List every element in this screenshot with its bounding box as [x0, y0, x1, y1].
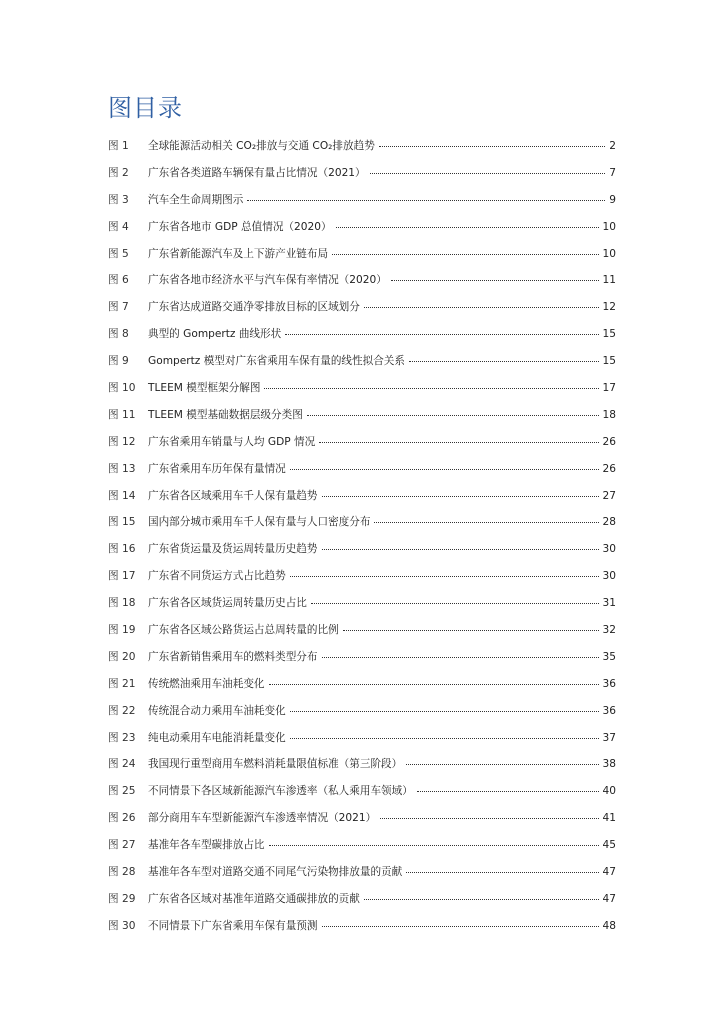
- figure-title: 广东省不同货运方式占比趋势: [148, 570, 286, 583]
- dot-leader: [409, 361, 599, 362]
- toc-entry[interactable]: [108, 649, 616, 676]
- page-number: 9: [609, 193, 616, 206]
- figure-number: 图 3: [108, 193, 129, 206]
- figure-title: TLEEM 模型基础数据层级分类图: [148, 408, 303, 421]
- figure-title: 汽车全生命周期图示: [148, 193, 244, 206]
- dot-leader: [406, 764, 598, 765]
- page-number: 7: [609, 166, 616, 179]
- figure-title: 典型的 Gompertz 曲线形状: [148, 328, 282, 341]
- page-number: 18: [602, 408, 616, 421]
- page-number: 38: [602, 758, 616, 771]
- toc-entry[interactable]: [108, 568, 616, 595]
- figure-number: 图 6: [108, 274, 129, 287]
- dot-leader: [322, 549, 599, 550]
- dot-leader: [322, 496, 599, 497]
- figure-number: 图 2: [108, 166, 129, 179]
- dot-leader: [247, 200, 605, 201]
- toc-entry[interactable]: [108, 891, 616, 918]
- figure-title: 不同情景下广东省乘用车保有量预测: [148, 919, 318, 932]
- figure-number: 图 4: [108, 220, 129, 233]
- figure-title: 基准年各车型对道路交通不同尾气污染物排放量的贡献: [148, 866, 403, 879]
- toc-entry[interactable]: [108, 703, 616, 730]
- figure-number: 图 25: [108, 785, 136, 798]
- toc-entry[interactable]: [108, 514, 616, 541]
- page-number: 36: [602, 704, 616, 717]
- toc-entry[interactable]: [108, 353, 616, 380]
- toc-entry[interactable]: [108, 756, 616, 783]
- figure-title: 纯电动乘用车电能消耗量变化: [148, 731, 286, 744]
- dot-leader: [370, 173, 606, 174]
- dot-leader: [391, 280, 599, 281]
- figure-title: 广东省各地市 GDP 总值情况（2020）: [148, 220, 332, 233]
- page-number: 15: [602, 328, 616, 341]
- dot-leader: [322, 926, 599, 927]
- dot-leader: [322, 657, 599, 658]
- figure-number: 图 16: [108, 543, 136, 556]
- figure-number: 图 23: [108, 731, 136, 744]
- dot-leader: [374, 522, 598, 523]
- toc-entry[interactable]: [108, 461, 616, 488]
- figure-title: 广东省各区域乘用车千人保有量趋势: [148, 489, 318, 502]
- toc-entry[interactable]: [108, 918, 616, 945]
- toc-entry[interactable]: [108, 138, 616, 165]
- page-number: 10: [602, 220, 616, 233]
- toc-entry[interactable]: [108, 192, 616, 219]
- dot-leader: [379, 146, 605, 147]
- dot-leader: [336, 227, 599, 228]
- dot-leader: [285, 334, 598, 335]
- figure-number: 图 21: [108, 677, 136, 690]
- page-number: 30: [602, 543, 616, 556]
- figure-title: 广东省各类道路车辆保有量占比情况（2021）: [148, 166, 366, 179]
- toc-entry[interactable]: [108, 595, 616, 622]
- dot-leader: [332, 254, 598, 255]
- figure-number: 图 19: [108, 624, 136, 637]
- figure-number: 图 20: [108, 650, 136, 663]
- figure-title: 广东省达成道路交通净零排放目标的区域划分: [148, 301, 360, 314]
- figure-number: 图 5: [108, 247, 129, 260]
- figure-number: 图 24: [108, 758, 136, 771]
- page-number: 15: [602, 355, 616, 368]
- figure-number: 图 18: [108, 597, 136, 610]
- page-number: 27: [602, 489, 616, 502]
- toc-entry[interactable]: [108, 730, 616, 757]
- page-number: 10: [602, 247, 616, 260]
- figure-number: 图 9: [108, 355, 129, 368]
- dot-leader: [269, 684, 599, 685]
- page-number: 31: [602, 597, 616, 610]
- toc-entry[interactable]: [108, 326, 616, 353]
- figure-number: 图 10: [108, 382, 136, 395]
- figure-number: 图 15: [108, 516, 136, 529]
- dot-leader: [380, 818, 598, 819]
- figure-number: 图 28: [108, 866, 136, 879]
- toc-entry[interactable]: [108, 246, 616, 273]
- page-number: 11: [602, 274, 616, 287]
- page-number: 26: [602, 435, 616, 448]
- figure-number: 图 14: [108, 489, 136, 502]
- page-number: 41: [602, 812, 616, 825]
- page-number: 36: [602, 677, 616, 690]
- dot-leader: [417, 791, 599, 792]
- toc-entry[interactable]: [108, 299, 616, 326]
- toc-entry[interactable]: [108, 810, 616, 837]
- toc-heading: 图目录: [108, 94, 183, 122]
- figure-title: TLEEM 模型框架分解图: [148, 382, 261, 395]
- page-number: 32: [602, 624, 616, 637]
- toc-entry[interactable]: [108, 434, 616, 461]
- figure-title: 广东省各区域公路货运占总周转量的比例: [148, 624, 339, 637]
- dot-leader: [290, 469, 599, 470]
- dot-leader: [290, 738, 599, 739]
- page-number: 47: [602, 892, 616, 905]
- figure-number: 图 1: [108, 140, 129, 152]
- page-number: 47: [602, 866, 616, 879]
- figure-title: 基准年各车型碳排放占比: [148, 839, 265, 852]
- dot-leader: [290, 711, 599, 712]
- figure-number: 图 27: [108, 839, 136, 852]
- toc-entry[interactable]: [108, 676, 616, 703]
- page-number: 26: [602, 462, 616, 475]
- page-number: 40: [602, 785, 616, 798]
- figure-number: 图 29: [108, 892, 136, 905]
- page-number: 48: [602, 919, 616, 932]
- figure-title: 传统燃油乘用车油耗变化: [148, 677, 265, 690]
- page-number: 2: [609, 140, 616, 152]
- figure-title: 不同情景下各区域新能源汽车渗透率（私人乘用车领域）: [148, 785, 413, 798]
- figure-title: 广东省货运量及货运周转量历史趋势: [148, 543, 318, 556]
- page-number: 35: [602, 650, 616, 663]
- figure-title: 我国现行重型商用车燃料消耗量限值标准（第三阶段）: [148, 758, 403, 771]
- figure-number: 图 17: [108, 570, 136, 583]
- toc-entry[interactable]: [108, 541, 616, 568]
- toc-entry[interactable]: [108, 407, 616, 434]
- dot-leader: [269, 845, 599, 846]
- toc-entry[interactable]: [108, 622, 616, 649]
- figure-title: Gompertz 模型对广东省乘用车保有量的线性拟合关系: [148, 355, 405, 368]
- dot-leader: [307, 415, 599, 416]
- figure-title: 广东省各区域货运周转量历史占比: [148, 597, 307, 610]
- toc-entry[interactable]: [108, 488, 616, 515]
- figure-title: 国内部分城市乘用车千人保有量与人口密度分布: [148, 516, 371, 529]
- dot-leader: [290, 576, 599, 577]
- figure-title: 广东省新能源汽车及上下游产业链布局: [148, 247, 329, 260]
- toc-entry[interactable]: [108, 864, 616, 891]
- toc-entry[interactable]: [108, 783, 616, 810]
- figure-number: 图 26: [108, 812, 136, 825]
- page-number: 45: [602, 839, 616, 852]
- figure-number: 图 30: [108, 919, 136, 932]
- dot-leader: [319, 442, 598, 443]
- page-number: 17: [602, 382, 616, 395]
- figure-number: 图 11: [108, 408, 136, 421]
- figure-title: 传统混合动力乘用车油耗变化: [148, 704, 286, 717]
- figure-title: 部分商用车车型新能源汽车渗透率情况（2021）: [148, 812, 377, 825]
- figure-list: [108, 138, 616, 945]
- page-number: 12: [602, 301, 616, 314]
- toc-entry[interactable]: [108, 380, 616, 407]
- figure-number: 图 7: [108, 301, 129, 314]
- page-number: 28: [602, 516, 616, 529]
- page-number: 30: [602, 570, 616, 583]
- dot-leader: [364, 899, 599, 900]
- dot-leader: [406, 872, 598, 873]
- page-number: 37: [602, 731, 616, 744]
- figure-number: 图 13: [108, 462, 136, 475]
- toc-entry[interactable]: [108, 165, 616, 192]
- figure-title: 广东省各地市经济水平与汽车保有率情况（2020）: [148, 274, 387, 287]
- toc-entry[interactable]: [108, 219, 616, 246]
- figure-number: 图 8: [108, 328, 129, 341]
- figure-title: 全球能源活动相关 CO₂排放与交通 CO₂排放趋势: [148, 140, 375, 152]
- toc-entry[interactable]: [108, 272, 616, 299]
- figure-title: 广东省乘用车销量与人均 GDP 情况: [148, 435, 316, 448]
- dot-leader: [264, 388, 598, 389]
- dot-leader: [311, 603, 599, 604]
- figure-title: 广东省各区域对基准年道路交通碳排放的贡献: [148, 892, 360, 905]
- dot-leader: [364, 307, 599, 308]
- figure-number: 图 22: [108, 704, 136, 717]
- toc-entry[interactable]: [108, 837, 616, 864]
- dot-leader: [343, 630, 599, 631]
- figure-title: 广东省乘用车历年保有量情况: [148, 462, 286, 475]
- figure-number: 图 12: [108, 435, 136, 448]
- figure-title: 广东省新销售乘用车的燃料类型分布: [148, 650, 318, 663]
